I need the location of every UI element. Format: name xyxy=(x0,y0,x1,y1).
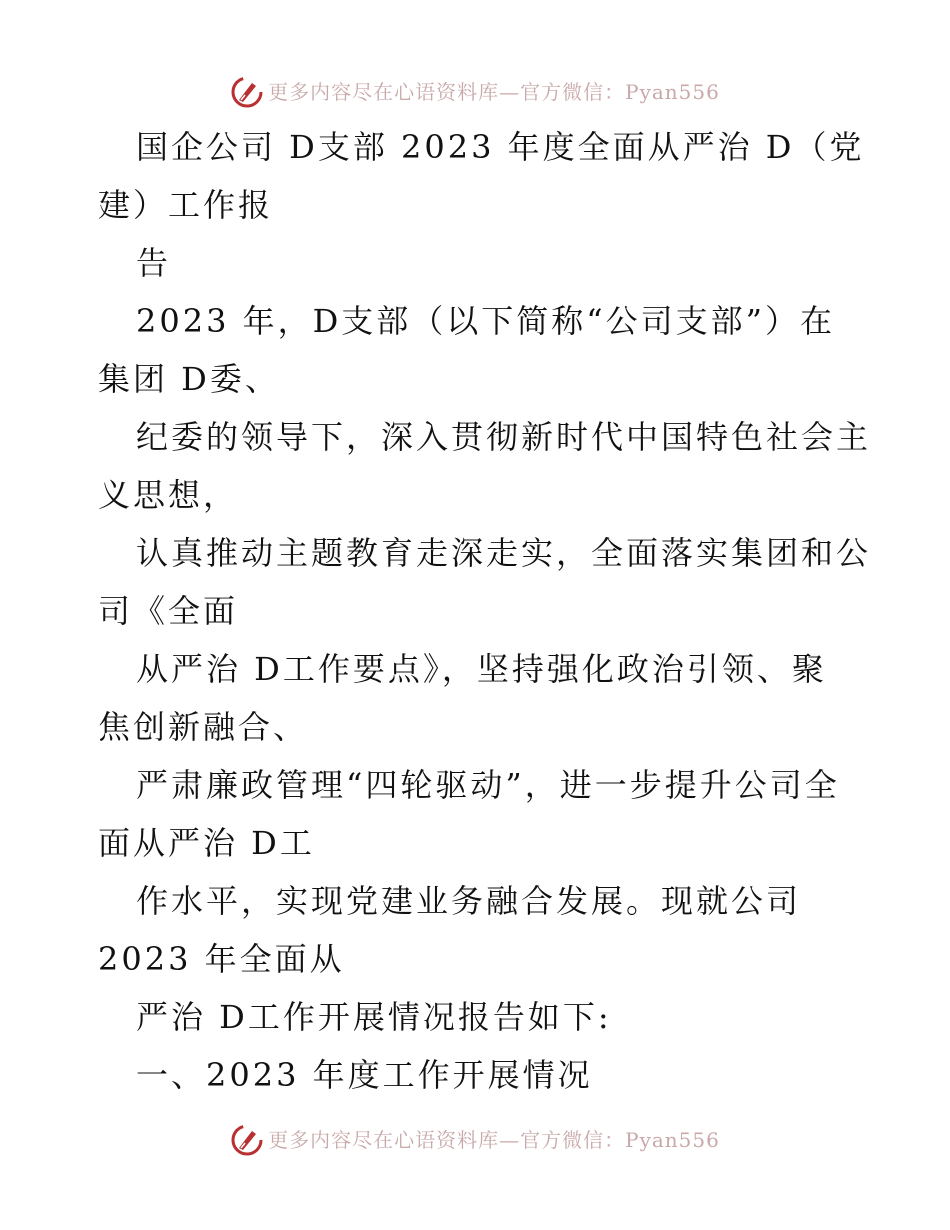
watermark-header xyxy=(0,72,950,112)
quill-seal-icon xyxy=(230,1123,264,1157)
text-line: 严肃廉政管理“四轮驱动”，进一步提升公司全 xyxy=(136,766,840,804)
watermark-text: 更多内容尽在心语资料库—官方微信：Pyan556 xyxy=(268,80,720,104)
text-line: 作水平，实现党建业务融合发展。现就公司 xyxy=(136,882,802,920)
text-line: 纪委的领导下，深入贯彻新时代中国特色社会主 xyxy=(136,418,872,456)
text-line: 焦创新融合、 xyxy=(98,708,309,746)
text-line: 一、2023 年度工作开展情况 xyxy=(136,1056,593,1094)
text-line: 义思想， xyxy=(98,476,239,514)
watermark-text: 更多内容尽在心语资料库—官方微信：Pyan556 xyxy=(268,1128,720,1152)
text-line: 2023 年，D支部（以下简称“公司支部”）在 xyxy=(136,302,835,340)
text-line: 建）工作报 xyxy=(98,186,274,224)
text-line: 司《全面 xyxy=(98,592,239,630)
text-line: 面从严治 D工 xyxy=(98,824,315,862)
document-body xyxy=(98,118,872,1104)
text-line: 2023 年全面从 xyxy=(98,940,345,978)
text-line: 告 xyxy=(136,244,172,282)
text-line: 从严治 D工作要点》，坚持强化政治引领、聚 xyxy=(136,650,827,688)
text-line: 认真推动主题教育走深走实，全面落实集团和公 xyxy=(136,534,872,572)
text-line: 国企公司 D支部 2023 年度全面从严治 D（党 xyxy=(136,128,865,166)
text-line: 集团 D委、 xyxy=(98,360,280,398)
quill-seal-icon xyxy=(230,75,264,109)
watermark-footer xyxy=(0,1120,950,1160)
text-line: 严治 D工作开展情况报告如下: xyxy=(136,998,612,1036)
